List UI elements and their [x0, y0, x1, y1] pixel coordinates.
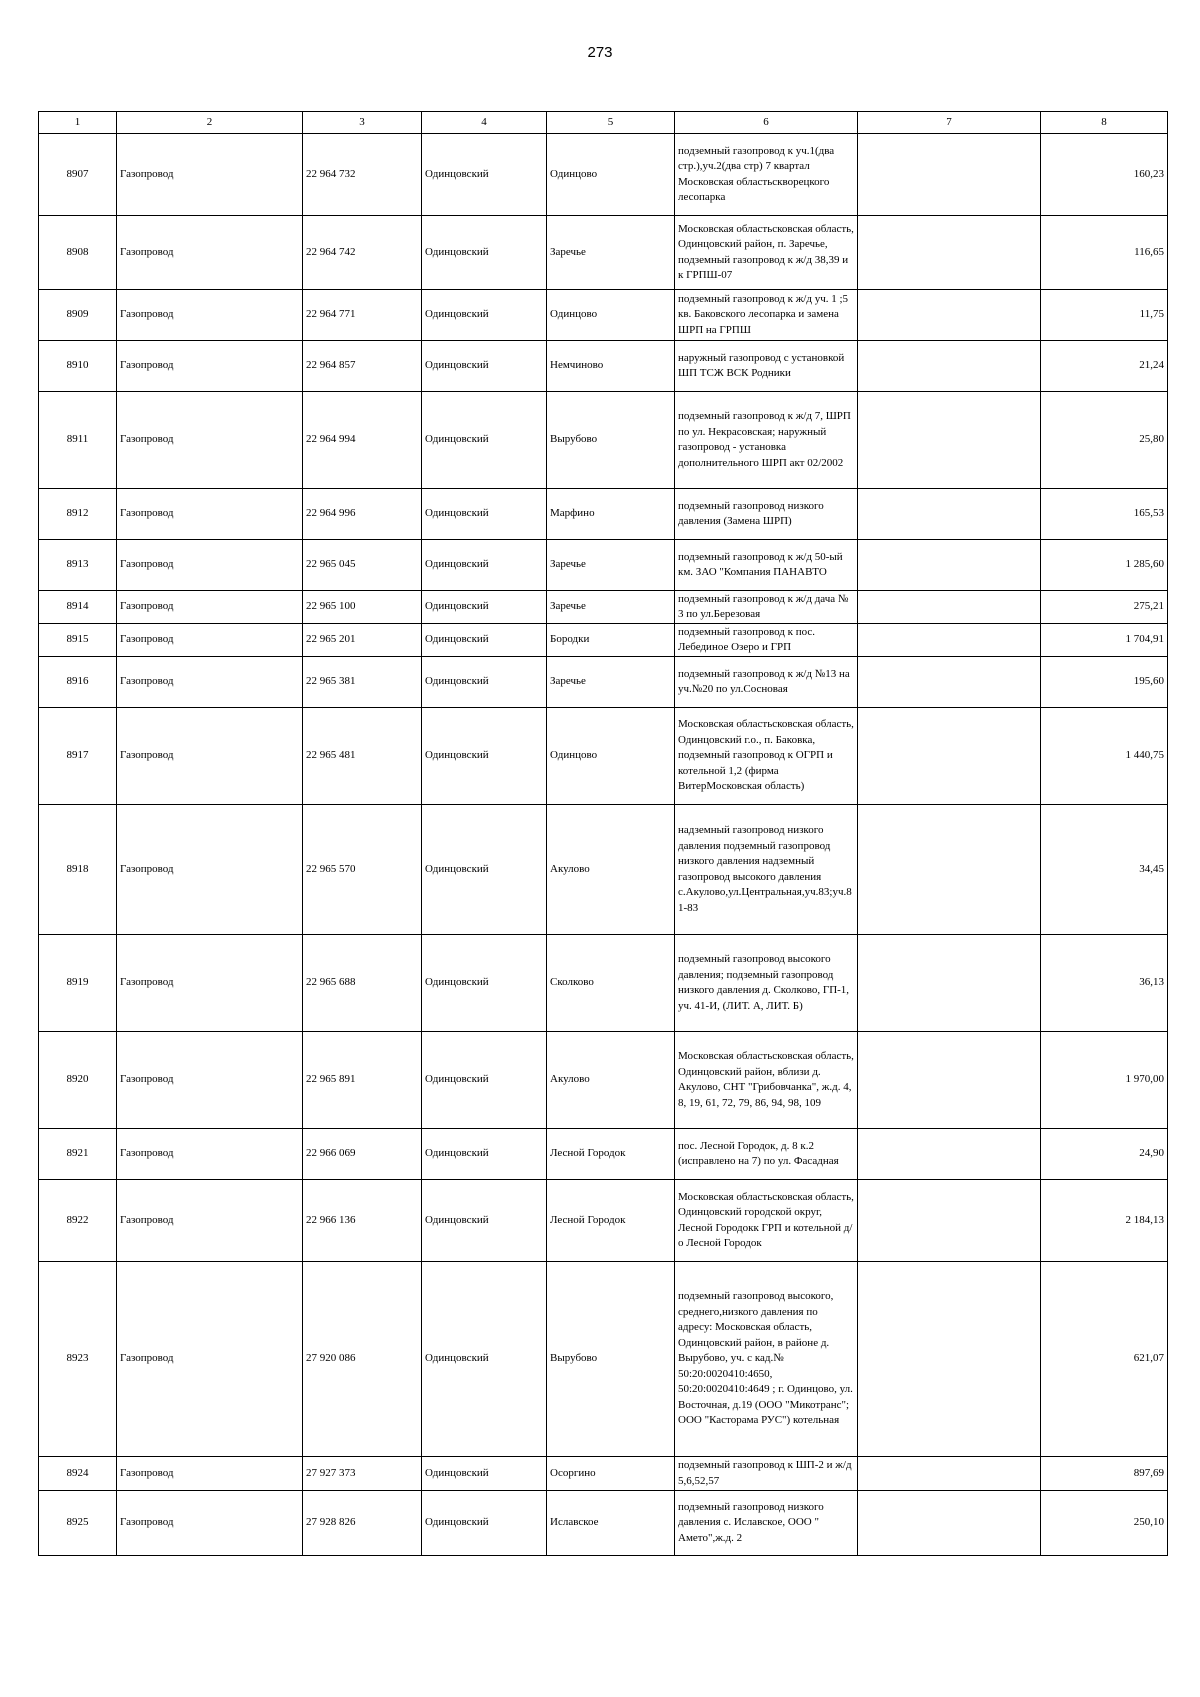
column-header: 3 [303, 112, 422, 134]
column-header: 2 [117, 112, 303, 134]
row-number-cell: 8921 [39, 1129, 117, 1180]
object-id-cell: 22 965 201 [303, 624, 422, 657]
note-cell [858, 591, 1041, 624]
value-cell: 25,80 [1041, 392, 1168, 489]
value-cell: 34,45 [1041, 805, 1168, 935]
description-cell: подземный газопровод к ж/д №13 на уч.№20 по ул.Сосновая [675, 657, 858, 708]
value-cell: 11,75 [1041, 290, 1168, 341]
value-cell: 1 440,75 [1041, 708, 1168, 805]
locality-cell: Акулово [547, 1032, 675, 1129]
row-number-cell: 8913 [39, 540, 117, 591]
column-header: 4 [422, 112, 547, 134]
locality-cell: Заречье [547, 591, 675, 624]
locality-cell: Иславское [547, 1491, 675, 1556]
description-cell: Московская областьсковская область, Одинцовский район, вблизи д. Акулово, СНТ "Грибовчанка", ж.д. 4, 8, 19, 61, 72, 79, 86, 94, 98, 109 [675, 1032, 858, 1129]
district-cell: Одинцовский [422, 1129, 547, 1180]
value-cell: 621,07 [1041, 1262, 1168, 1457]
value-cell: 2 184,13 [1041, 1180, 1168, 1262]
value-cell: 165,53 [1041, 489, 1168, 540]
object-id-cell: 27 928 826 [303, 1491, 422, 1556]
object-type-cell: Газопровод [117, 624, 303, 657]
locality-cell: Лесной Городок [547, 1180, 675, 1262]
object-type-cell: Газопровод [117, 392, 303, 489]
district-cell: Одинцовский [422, 657, 547, 708]
note-cell [858, 341, 1041, 392]
locality-cell: Заречье [547, 540, 675, 591]
object-id-cell: 22 965 688 [303, 935, 422, 1032]
column-header: 5 [547, 112, 675, 134]
description-cell: подземный газопровод к ж/д дача № 3 по ул.Березовая [675, 591, 858, 624]
value-cell: 24,90 [1041, 1129, 1168, 1180]
locality-cell: Вырубово [547, 392, 675, 489]
table-row [39, 489, 1168, 540]
district-cell: Одинцовский [422, 290, 547, 341]
object-id-cell: 22 964 732 [303, 134, 422, 216]
district-cell: Одинцовский [422, 1032, 547, 1129]
table-row [39, 1262, 1168, 1457]
description-cell: подземный газопровод к ШП-2 и ж/д 5,6,52,57 [675, 1457, 858, 1491]
table-row [39, 290, 1168, 341]
note-cell [858, 1129, 1041, 1180]
object-type-cell: Газопровод [117, 216, 303, 290]
locality-cell: Вырубово [547, 1262, 675, 1457]
object-type-cell: Газопровод [117, 341, 303, 392]
row-number-cell: 8910 [39, 341, 117, 392]
description-cell: подземный газопровод низкого давления с. Иславское, ООО " Амето",ж.д. 2 [675, 1491, 858, 1556]
note-cell [858, 392, 1041, 489]
value-cell: 1 285,60 [1041, 540, 1168, 591]
value-cell: 160,23 [1041, 134, 1168, 216]
row-number-cell: 8922 [39, 1180, 117, 1262]
table-row [39, 1491, 1168, 1556]
object-type-cell: Газопровод [117, 591, 303, 624]
registry-table [38, 111, 1168, 1556]
object-type-cell: Газопровод [117, 1457, 303, 1491]
note-cell [858, 708, 1041, 805]
district-cell: Одинцовский [422, 1262, 547, 1457]
note-cell [858, 290, 1041, 341]
note-cell [858, 216, 1041, 290]
object-id-cell: 22 966 136 [303, 1180, 422, 1262]
column-header: 7 [858, 112, 1041, 134]
row-number-cell: 8909 [39, 290, 117, 341]
row-number-cell: 8916 [39, 657, 117, 708]
locality-cell: Немчиново [547, 341, 675, 392]
object-type-cell: Газопровод [117, 1129, 303, 1180]
object-type-cell: Газопровод [117, 935, 303, 1032]
note-cell [858, 489, 1041, 540]
row-number-cell: 8908 [39, 216, 117, 290]
district-cell: Одинцовский [422, 624, 547, 657]
value-cell: 897,69 [1041, 1457, 1168, 1491]
description-cell: Московская областьсковская область, Одинцовский городской округ, Лесной Городокк ГРП и котельной д/о Лесной Городок [675, 1180, 858, 1262]
note-cell [858, 1032, 1041, 1129]
row-number-cell: 8925 [39, 1491, 117, 1556]
locality-cell: Одинцово [547, 708, 675, 805]
note-cell [858, 935, 1041, 1032]
value-cell: 116,65 [1041, 216, 1168, 290]
locality-cell: Акулово [547, 805, 675, 935]
district-cell: Одинцовский [422, 540, 547, 591]
row-number-cell: 8918 [39, 805, 117, 935]
object-id-cell: 22 965 570 [303, 805, 422, 935]
object-type-cell: Газопровод [117, 134, 303, 216]
note-cell [858, 1457, 1041, 1491]
object-id-cell: 22 965 481 [303, 708, 422, 805]
district-cell: Одинцовский [422, 134, 547, 216]
note-cell [858, 805, 1041, 935]
row-number-cell: 8924 [39, 1457, 117, 1491]
object-id-cell: 27 920 086 [303, 1262, 422, 1457]
value-cell: 195,60 [1041, 657, 1168, 708]
locality-cell: Марфино [547, 489, 675, 540]
description-cell: подземный газопровод высокого, среднего,низкого давления по адресу: Московская область, Одинцовский район, в районе д. Вырубово, уч. с кад.№ 50:20:0020410:4650, 50:20:0020410:4649 ; г. Одинцово, ул. Восточная, д.19 (ООО "Микотранс"; ООО "Касторама РУС") котельная [675, 1262, 858, 1457]
district-cell: Одинцовский [422, 591, 547, 624]
object-id-cell: 22 965 100 [303, 591, 422, 624]
note-cell [858, 657, 1041, 708]
description-cell: Московская областьсковская область, Одинцовский г.о., п. Баковка, подземный газопровод к ОГРП и котельной 1,2 (фирма ВитерМосковская область) [675, 708, 858, 805]
district-cell: Одинцовский [422, 216, 547, 290]
object-type-cell: Газопровод [117, 540, 303, 591]
object-type-cell: Газопровод [117, 805, 303, 935]
header-row [39, 112, 1168, 134]
description-cell: надземный газопровод низкого давления подземный газопровод низкого давления надземный газопровод высокого давления с.Акулово,ул.Центральная,уч.83;уч.81-83 [675, 805, 858, 935]
district-cell: Одинцовский [422, 1180, 547, 1262]
description-cell: пос. Лесной Городок, д. 8 к.2 (исправлено на 7) по ул. Фасадная [675, 1129, 858, 1180]
table-row [39, 134, 1168, 216]
locality-cell: Заречье [547, 657, 675, 708]
locality-cell: Лесной Городок [547, 1129, 675, 1180]
table-row [39, 591, 1168, 624]
table-row [39, 657, 1168, 708]
locality-cell: Одинцово [547, 134, 675, 216]
description-cell: наружный газопровод с установкой ШП ТСЖ ВСК Родники [675, 341, 858, 392]
district-cell: Одинцовский [422, 935, 547, 1032]
object-id-cell: 22 965 045 [303, 540, 422, 591]
description-cell: подземный газопровод к ж/д уч. 1 ;5 кв. Баковского лесопарка и замена ШРП на ГРПШ [675, 290, 858, 341]
table-row [39, 216, 1168, 290]
row-number-cell: 8914 [39, 591, 117, 624]
page-number: 273 [587, 44, 613, 61]
object-id-cell: 22 964 742 [303, 216, 422, 290]
row-number-cell: 8912 [39, 489, 117, 540]
table-row [39, 392, 1168, 489]
value-cell: 36,13 [1041, 935, 1168, 1032]
table-row [39, 1457, 1168, 1491]
locality-cell: Бородки [547, 624, 675, 657]
description-cell: подземный газопровод к пос. Лебединое Озеро и ГРП [675, 624, 858, 657]
column-header: 6 [675, 112, 858, 134]
table-row [39, 1180, 1168, 1262]
object-type-cell: Газопровод [117, 657, 303, 708]
description-cell: подземный газопровод к ж/д 50-ый км. ЗАО "Компания ПАНАВТО [675, 540, 858, 591]
district-cell: Одинцовский [422, 805, 547, 935]
description-cell: подземный газопровод высокого давления; подземный газопровод низкого давления д. Сколково, ГП-1, уч. 41-И, (ЛИТ. А, ЛИТ. Б) [675, 935, 858, 1032]
note-cell [858, 540, 1041, 591]
table-row [39, 624, 1168, 657]
table-row [39, 540, 1168, 591]
description-cell: подземный газопровод низкого давления (Замена ШРП) [675, 489, 858, 540]
object-id-cell: 22 964 996 [303, 489, 422, 540]
note-cell [858, 624, 1041, 657]
column-header: 1 [39, 112, 117, 134]
value-cell: 275,21 [1041, 591, 1168, 624]
locality-cell: Сколково [547, 935, 675, 1032]
row-number-cell: 8920 [39, 1032, 117, 1129]
district-cell: Одинцовский [422, 341, 547, 392]
object-id-cell: 22 965 381 [303, 657, 422, 708]
column-header: 8 [1041, 112, 1168, 134]
district-cell: Одинцовский [422, 1457, 547, 1491]
object-type-cell: Газопровод [117, 489, 303, 540]
locality-cell: Заречье [547, 216, 675, 290]
object-type-cell: Газопровод [117, 1491, 303, 1556]
object-id-cell: 22 965 891 [303, 1032, 422, 1129]
value-cell: 250,10 [1041, 1491, 1168, 1556]
object-type-cell: Газопровод [117, 1180, 303, 1262]
district-cell: Одинцовский [422, 392, 547, 489]
row-number-cell: 8907 [39, 134, 117, 216]
value-cell: 1 704,91 [1041, 624, 1168, 657]
object-id-cell: 27 927 373 [303, 1457, 422, 1491]
row-number-cell: 8911 [39, 392, 117, 489]
locality-cell: Одинцово [547, 290, 675, 341]
table-row [39, 1129, 1168, 1180]
value-cell: 1 970,00 [1041, 1032, 1168, 1129]
object-id-cell: 22 964 771 [303, 290, 422, 341]
district-cell: Одинцовский [422, 1491, 547, 1556]
description-cell: подземный газопровод к уч.1(два стр.),уч.2(два стр) 7 квартал Московская областьскворецкого лесопарка [675, 134, 858, 216]
note-cell [858, 1262, 1041, 1457]
table-row [39, 341, 1168, 392]
locality-cell: Осоргино [547, 1457, 675, 1491]
district-cell: Одинцовский [422, 489, 547, 540]
object-id-cell: 22 964 994 [303, 392, 422, 489]
value-cell: 21,24 [1041, 341, 1168, 392]
row-number-cell: 8923 [39, 1262, 117, 1457]
note-cell [858, 134, 1041, 216]
description-cell: Московская областьсковская область, Одинцовский район, п. Заречье, подземный газопровод к ж/д 38,39 и к ГРПШ-07 [675, 216, 858, 290]
object-id-cell: 22 966 069 [303, 1129, 422, 1180]
table-row [39, 708, 1168, 805]
object-type-cell: Газопровод [117, 1032, 303, 1129]
note-cell [858, 1491, 1041, 1556]
row-number-cell: 8919 [39, 935, 117, 1032]
district-cell: Одинцовский [422, 708, 547, 805]
table-row [39, 935, 1168, 1032]
note-cell [858, 1180, 1041, 1262]
object-type-cell: Газопровод [117, 708, 303, 805]
description-cell: подземный газопровод к ж/д 7, ШРП по ул. Некрасовская; наружный газопровод - установка дополнительного ШРП акт 02/2002 [675, 392, 858, 489]
table-row [39, 1032, 1168, 1129]
row-number-cell: 8915 [39, 624, 117, 657]
object-type-cell: Газопровод [117, 290, 303, 341]
row-number-cell: 8917 [39, 708, 117, 805]
object-type-cell: Газопровод [117, 1262, 303, 1457]
table-row [39, 805, 1168, 935]
object-id-cell: 22 964 857 [303, 341, 422, 392]
